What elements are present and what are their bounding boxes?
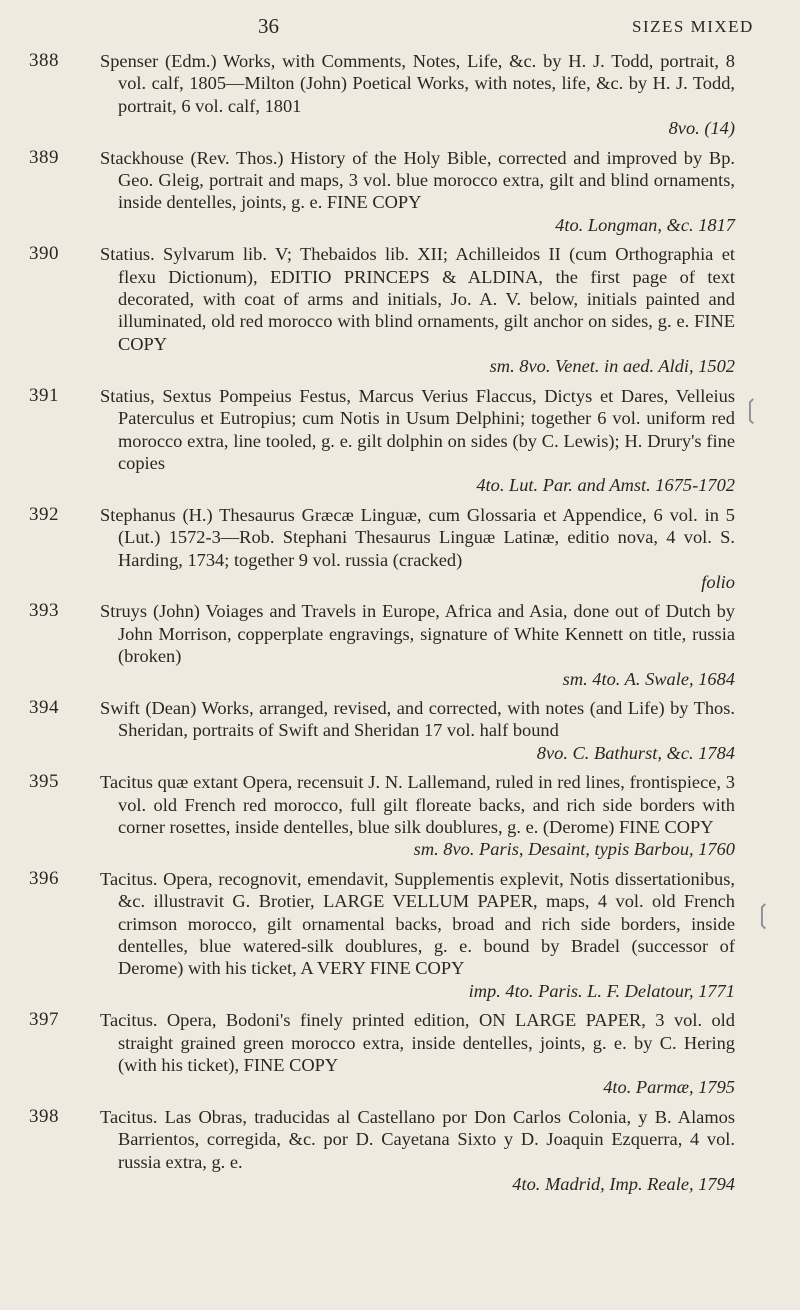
lot-imprint: folio — [701, 571, 735, 592]
lot-number: 396 — [29, 867, 59, 889]
lot-description: Swift (Dean) Works, arranged, revised, and corrected, with notes (and Life) by Thos. Sheridan, portraits of Swift and Sheridan 17 vol. half bound — [100, 697, 735, 741]
lot-entry — [0, 147, 800, 237]
lot-imprint: sm. 4to. A. Swale, 1684 — [562, 668, 735, 689]
lot-entry — [0, 50, 800, 140]
lot-description: Tacitus. Opera, recognovit, emendavit, Supplementis explevit, Notis dissertationibus, &c. illustravit G. Brotier, LARGE VELLUM PAPER, maps, 4 vol. old French crimson morocco, gilt ornamental backs, broad and rich side borders, inside dentelles, blue watered-silk doublures, g. e. bound by Bradel (successor of Derome) with his ticket, A VERY FINE COPY — [100, 868, 735, 979]
lot-number: 391 — [29, 384, 59, 406]
lot-description: Stephanus (H.) Thesaurus Græcæ Linguæ, cum Glossaria et Appendice, 6 vol. in 5 (Lut.) 1572-3—Rob. Stephani Thesaurus Linguæ Latinæ, editio nova, 4 vol. S. Harding, 1734; together 9 vol. russia (cracked) — [100, 504, 735, 570]
lot-imprint: 8vo. C. Bathurst, &c. 1784 — [536, 742, 735, 763]
lot-number: 392 — [29, 503, 59, 525]
lot-number: 390 — [29, 243, 59, 265]
lot-description: Tacitus. Opera, Bodoni's finely printed edition, ON LARGE PAPER, 3 vol. old straight grained green morocco extra, inside dentelles, joints, g. e. by C. Hering (with his ticket), FINE COPY — [100, 1010, 735, 1076]
lot-description: Statius, Sextus Pompeius Festus, Marcus Verius Flaccus, Dictys et Dares, Velleius Paterculus et Eutropius; cum Notis in Usum Delphini; together 6 vol. uniform red morocco extra, line tooled, g. e. gilt dolphin on sides (by C. Lewis); H. Drury's fine copies — [100, 385, 735, 473]
margin-bracket-mark: ❲ — [752, 900, 774, 929]
lot-description: Struys (John) Voiages and Travels in Europe, Africa and Asia, done out of Dutch by John Morrison, copperplate engravings, signature of White Kennett on title, russia (broken) — [100, 601, 735, 667]
lot-entry — [0, 697, 800, 764]
lot-description: Stackhouse (Rev. Thos.) History of the Holy Bible, corrected and improved by Bp. Geo. Gleig, portrait and maps, 3 vol. blue morocco extra, gilt and blind ornaments, inside dentelles, joints, g. e. FINE COPY — [100, 147, 735, 213]
lot-entry — [0, 1106, 800, 1196]
lot-entry — [0, 243, 800, 377]
lot-imprint: 4to. Parmæ, 1795 — [603, 1077, 735, 1098]
lot-description: Tacitus quæ extant Opera, recensuit J. N. Lallemand, ruled in red lines, frontispiece, 3 vol. old French red morocco, full gilt floreate backs, and rich side borders with corner rosettes, inside dentelles, blue silk doublures, g. e. (Derome) FINE COPY — [100, 772, 735, 837]
lot-imprint: 4to. Madrid, Imp. Reale, 1794 — [512, 1174, 735, 1195]
lot-entry — [0, 385, 800, 497]
lot-imprint: 8vo. (14) — [668, 118, 735, 139]
lot-description: Tacitus. Las Obras, traducidas al Castellano por Don Carlos Colonia, y B. Alamos Barrientos, corregida, &c. por D. Cayetana Sixto y D. Joaquin Ezquerra, 4 vol. russia extra, g. e. — [100, 1106, 735, 1172]
lot-entry — [0, 868, 800, 1002]
page-number: 36 — [258, 14, 279, 38]
lot-imprint: 4to. Lut. Par. and Amst. 1675-1702 — [476, 475, 735, 496]
lot-imprint: 4to. Longman, &c. 1817 — [555, 214, 735, 235]
lot-number: 389 — [29, 146, 59, 168]
running-head: SIZES MIXED — [632, 17, 754, 36]
page-header — [0, 14, 800, 40]
lot-description: Spenser (Edm.) Works, with Comments, Notes, Life, &c. by H. J. Todd, portrait, 8 vol. calf, 1805—Milton (John) Poetical Works, with notes, life, &c. by H. J. Todd, portrait, 6 vol. calf, 1801 — [100, 51, 735, 116]
lot-list — [0, 50, 800, 1203]
lot-number: 398 — [29, 1105, 59, 1127]
lot-imprint: imp. 4to. Paris. L. F. Delatour, 1771 — [468, 980, 735, 1001]
margin-bracket-mark: ❲ — [740, 395, 762, 424]
lot-number: 394 — [29, 696, 59, 718]
lot-description: Statius. Sylvarum lib. V; Thebaidos lib. XII; Achilleidos II (cum Orthographia et flexu Dictionum), EDITIO PRINCEPS & ALDINA, the first page of text decorated, with coat of arms and initials, Jo. A. V. below, initials painted and illuminated, old red morocco with blind ornaments, gilt anchor on sides, g. e. FINE COPY — [100, 244, 735, 354]
lot-number: 388 — [29, 50, 59, 71]
lot-number: 397 — [29, 1009, 59, 1031]
lot-entry — [0, 600, 800, 690]
lot-entry — [0, 504, 800, 594]
lot-number: 393 — [29, 600, 59, 622]
lot-entry — [0, 1009, 800, 1099]
lot-imprint: sm. 8vo. Paris, Desaint, typis Barbou, 1760 — [413, 839, 735, 860]
lot-imprint: sm. 8vo. Venet. in aed. Aldi, 1502 — [489, 356, 735, 377]
lot-entry — [0, 771, 800, 861]
lot-number: 395 — [29, 771, 59, 793]
